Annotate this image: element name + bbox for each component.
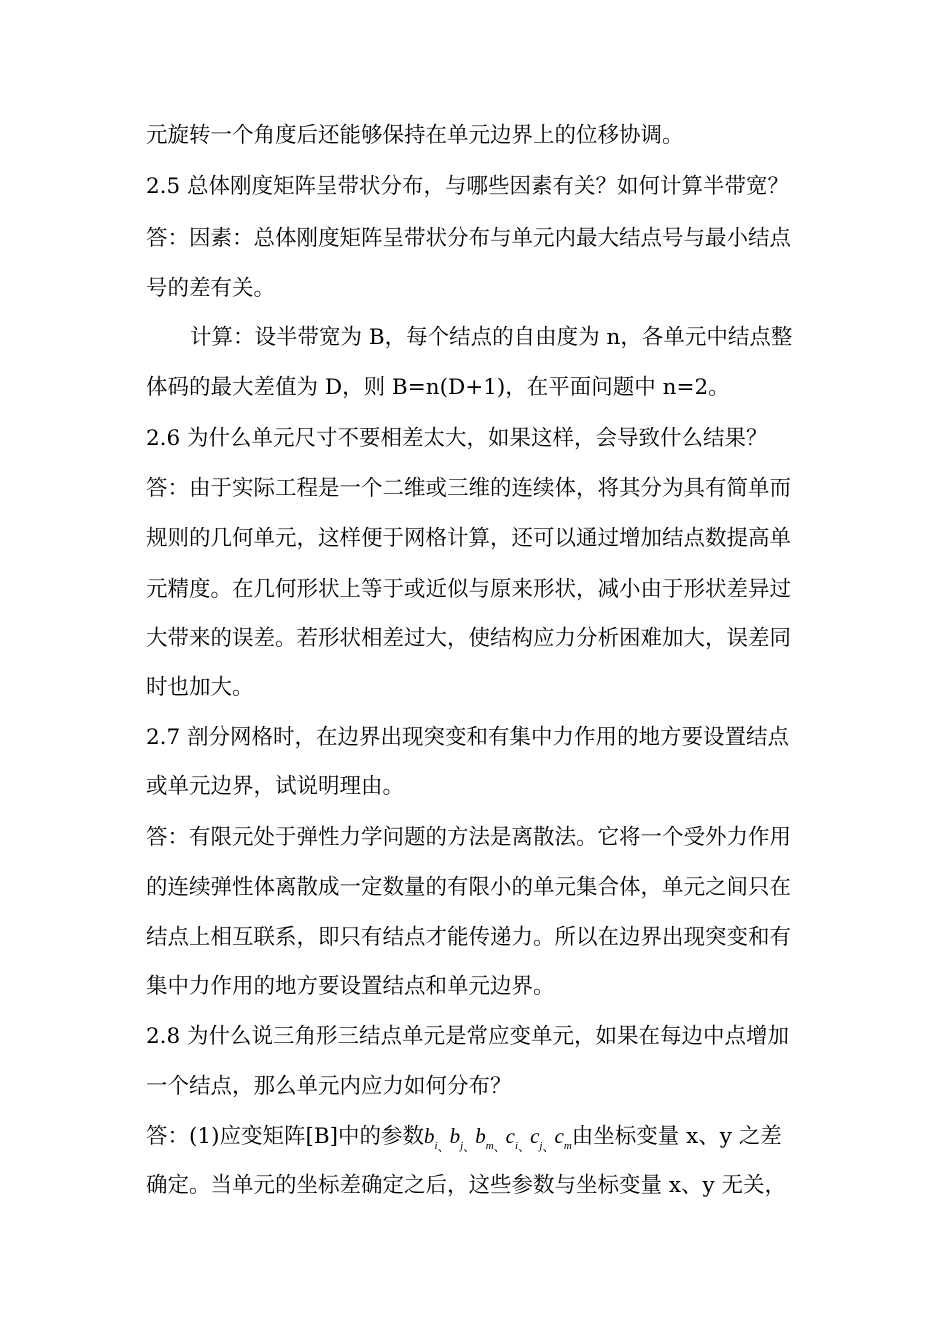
answer-2-6-line-4: 大带来的误差。若形状相差过大，使结构应力分析困难加大，误差同 xyxy=(146,626,792,651)
separator: 、 xyxy=(493,1140,506,1154)
answer-2-5-line-2: 号的差有关。 xyxy=(146,276,276,301)
answer-2-6-line-2: 规则的几何单元，这样便于网格计算，还可以通过增加结点数提高单 xyxy=(146,526,792,551)
question-2-7-line-2: 或单元边界，试说明理由。 xyxy=(146,774,405,799)
param-b-j: $b_j$ xyxy=(449,1124,464,1152)
answer-2-7-line-1: 答：有限元处于弹性力学问题的方法是离散法。它将一个受外力作用 xyxy=(146,825,792,850)
question-2-7-line-1: 2.7 剖分网格时，在边界出现突变和有集中力作用的地方要设置结点 xyxy=(146,725,790,750)
answer-2-5-calc-line-1: 计算：设半带宽为 B，每个结点的自由度为 n，各单元中结点整 xyxy=(190,325,793,350)
answer-2-7-line-2: 的连续弹性体离散成一定数量的有限小的单元集合体，单元之间只在 xyxy=(146,875,792,900)
param-c-j: $c_j$ xyxy=(530,1124,543,1152)
answer-2-8-suffix: 由坐标变量 x、y 之差 xyxy=(571,1124,782,1149)
answer-2-7-line-3: 结点上相互联系，即只有结点才能传递力。所以在边界出现突变和有 xyxy=(146,925,792,950)
param-c-m: $c_m$ xyxy=(554,1124,572,1152)
separator: 、 xyxy=(542,1140,555,1154)
param-c-i: $c_i$ xyxy=(505,1124,519,1152)
answer-2-7-line-4: 集中力作用的地方要设置结点和单元边界。 xyxy=(146,974,555,999)
answer-2-5-calc-line-2: 体码的最大差值为 D，则 B=n(D+1)，在平面问题中 n=2。 xyxy=(146,375,730,400)
separator: 、 xyxy=(518,1140,531,1154)
answer-2-8-line-2: 确定。当单元的坐标差确定之后，这些参数与坐标变量 x、y 无关， xyxy=(146,1173,786,1198)
question-2-8-line-1: 2.8 为什么说三角形三结点单元是常应变单元，如果在每边中点增加 xyxy=(146,1024,790,1049)
text-line-1: 元旋转一个角度后还能够保持在单元边界上的位移协调。 xyxy=(146,123,684,148)
param-b-m: $b_m$ xyxy=(475,1124,494,1152)
separator: 、 xyxy=(463,1140,476,1154)
param-b-i: $b_i$ xyxy=(424,1124,438,1152)
question-2-6: 2.6 为什么单元尺寸不要相差太大，如果这样，会导致什么结果？ xyxy=(146,426,768,451)
question-2-8-line-2: 一个结点，那么单元内应力如何分布？ xyxy=(146,1074,512,1099)
question-2-5: 2.5 总体刚度矩阵呈带状分布，与哪些因素有关？如何计算半带宽？ xyxy=(146,174,790,199)
answer-2-6-line-3: 元精度。在几何形状上等于或近似与原来形状，减小由于形状差异过 xyxy=(146,577,792,602)
separator: 、 xyxy=(437,1140,450,1154)
answer-2-6-line-1: 答：由于实际工程是一个二维或三维的连续体，将其分为具有简单而 xyxy=(146,476,792,501)
answer-2-6-line-5: 时也加大。 xyxy=(146,675,254,700)
answer-2-8-prefix: 答：(1)应变矩阵[B]中的参数 xyxy=(146,1124,425,1149)
answer-2-5-line-1: 答：因素：总体刚度矩阵呈带状分布与单元内最大结点号与最小结点 xyxy=(146,226,792,251)
answer-2-8-formula-line xyxy=(146,1121,816,1155)
